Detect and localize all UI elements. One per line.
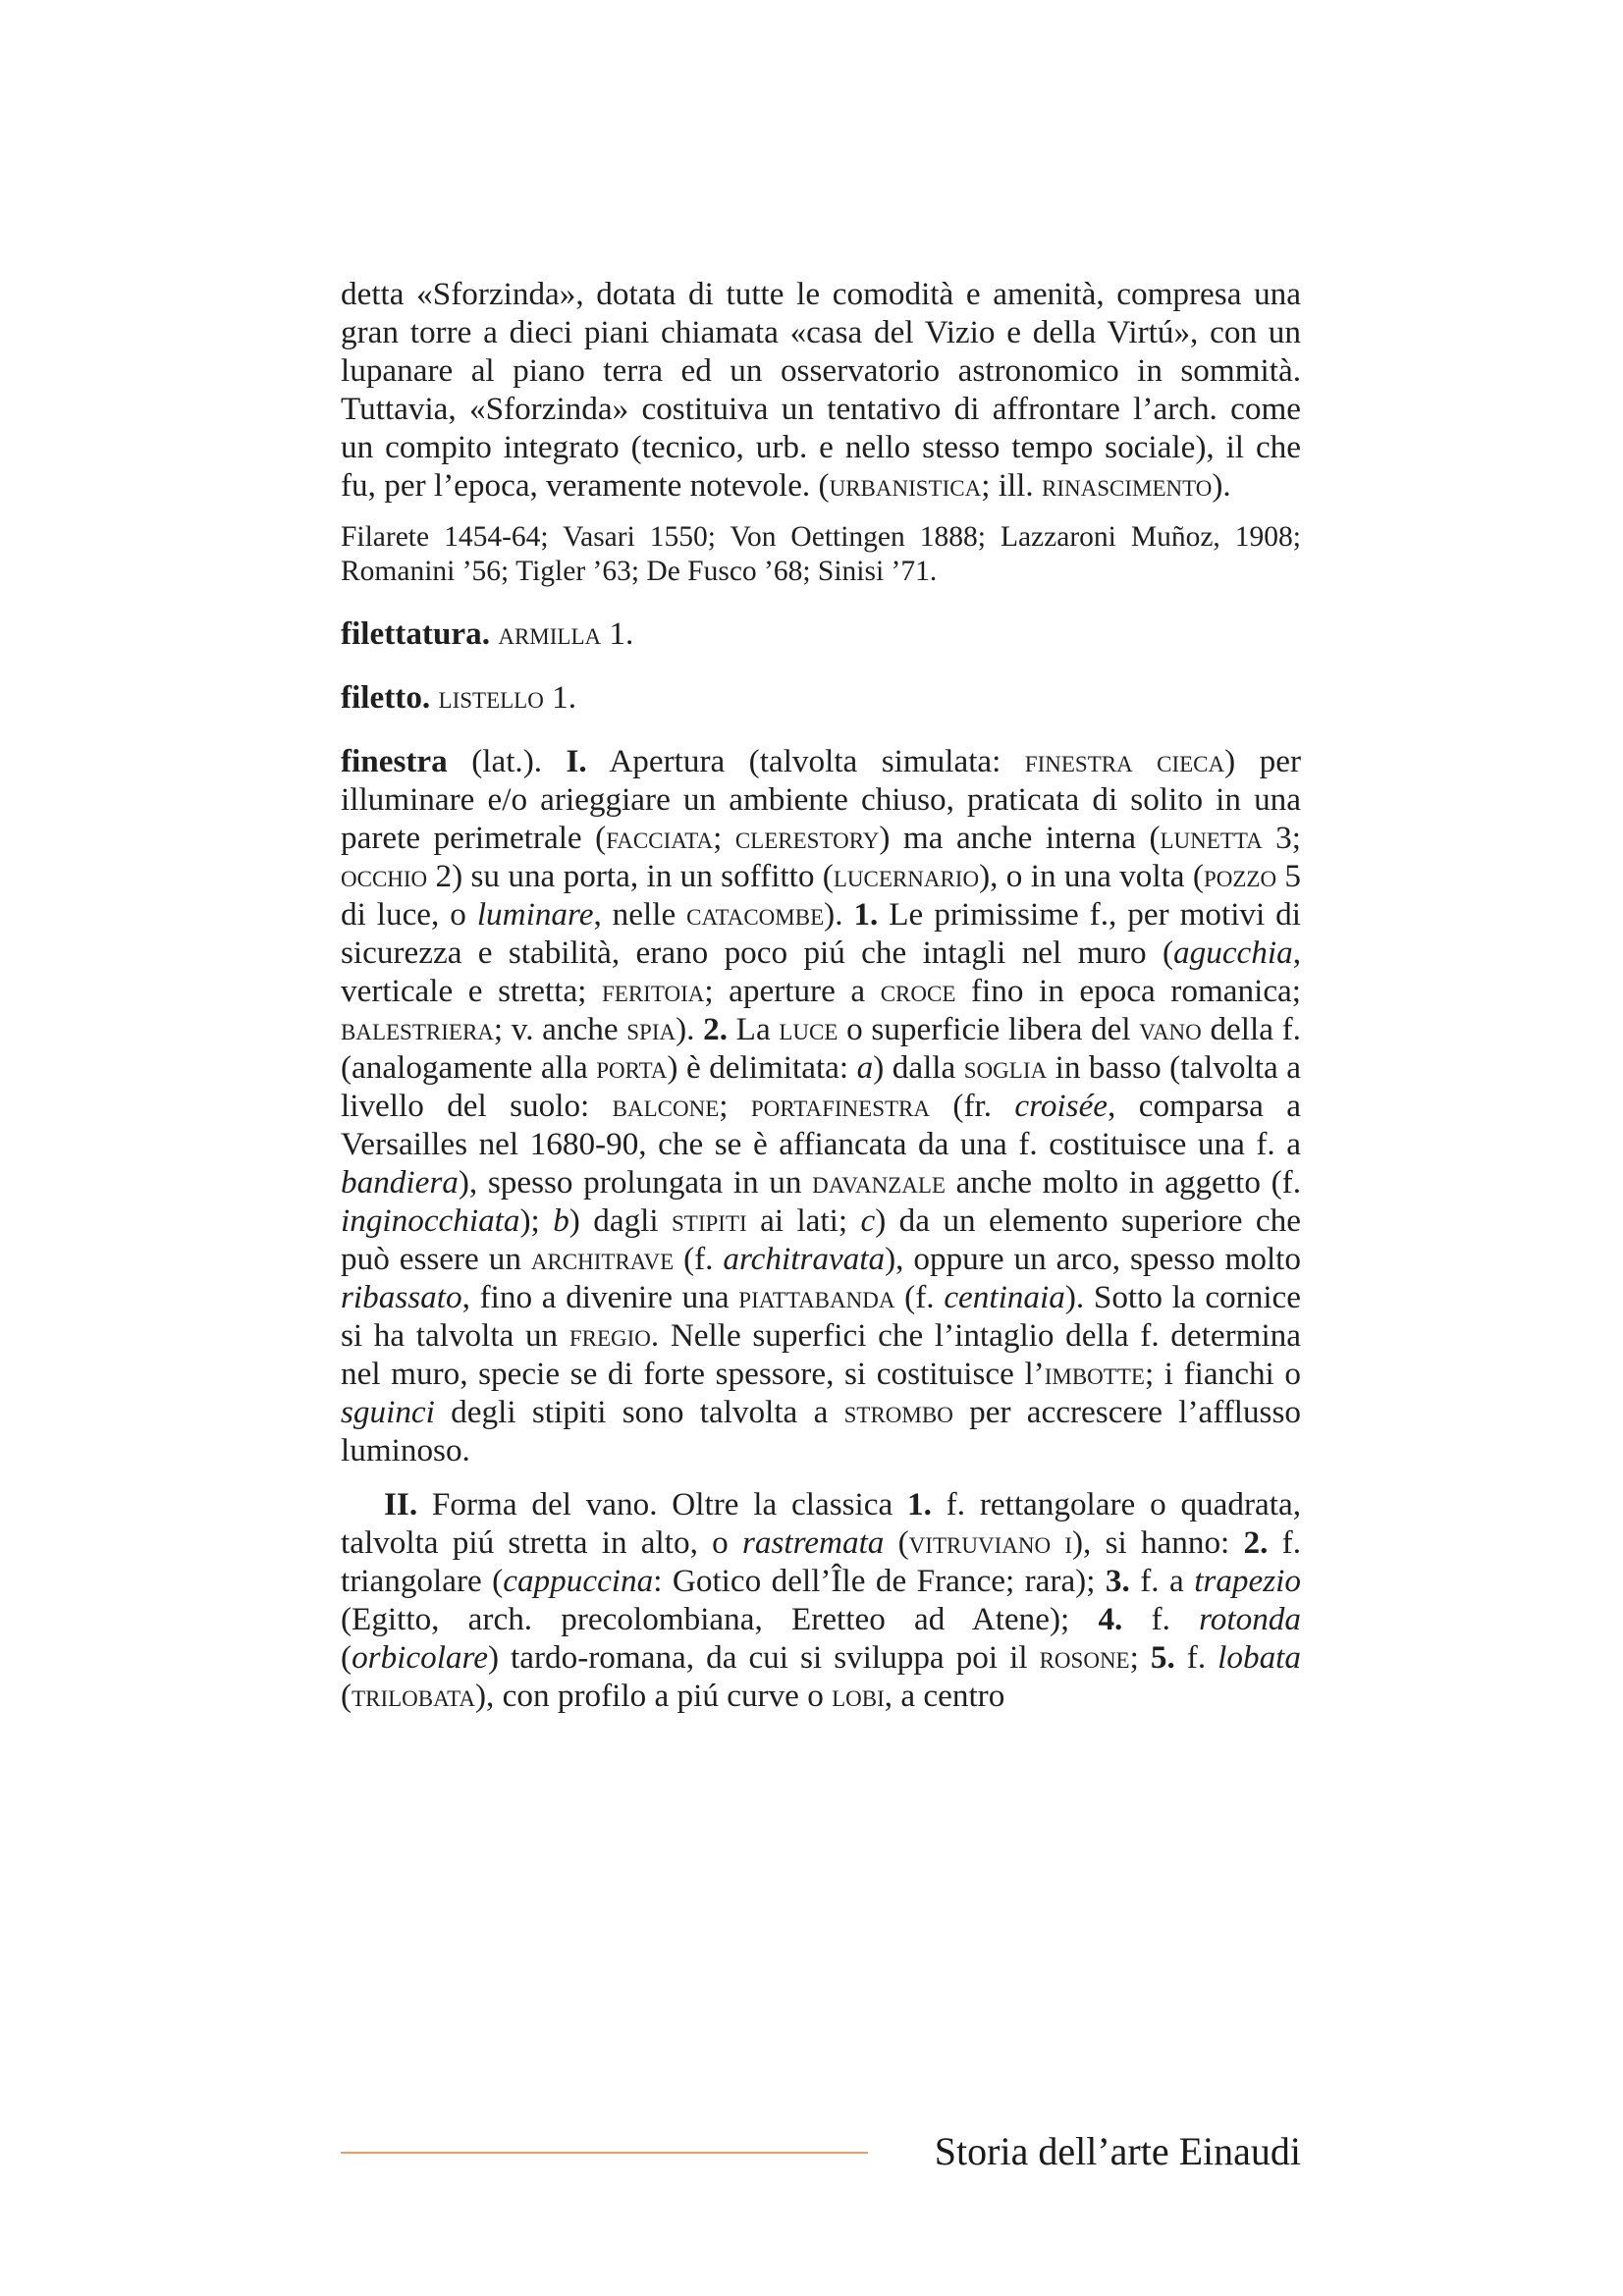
text-span: ( bbox=[341, 1639, 352, 1676]
text-span: , a centro bbox=[884, 1678, 1005, 1714]
cross-ref: luce bbox=[779, 1011, 839, 1047]
cross-ref: vano bbox=[1139, 1011, 1202, 1047]
text-span: detta «Sforzinda», dotata di tutte le comodità e amenità, compresa una gran torre a dieci piani chiamata «casa del Vizio e della Virtú», con un lupanare al piano terra ed un osservatorio astronomico in sommità. Tuttavia, «Sforzinda» costituiva un tentativo di affrontare l’arch. come un compito integrato (tecnico, urb. e nello stesso tempo sociale), il che fu, per l’epoca, veramente notevole. ( bbox=[341, 276, 1301, 504]
paragraph-sforzinda bbox=[341, 275, 1301, 505]
text-span: o superficie libera del bbox=[838, 1011, 1140, 1047]
cross-ref: lunetta bbox=[1160, 820, 1263, 856]
text-span: ), o in una volta ( bbox=[979, 858, 1204, 894]
text-span: ). bbox=[676, 1011, 704, 1047]
italic-term: rastremata bbox=[741, 1524, 885, 1561]
subsection-number: 2. bbox=[703, 1011, 729, 1047]
text-span: ) tardo-romana, da cui si sviluppa poi il bbox=[487, 1639, 1040, 1676]
entry-finestra bbox=[341, 742, 1301, 1469]
footer-title: Storia dell’arte Einaudi bbox=[934, 2129, 1301, 2173]
cross-ref: occhio bbox=[341, 858, 428, 894]
text-span: in basso (talvolta a livello del suolo: bbox=[341, 1049, 1301, 1124]
headword: filetto. bbox=[341, 679, 431, 716]
text-span: ), oppure un arco, spesso molto bbox=[885, 1241, 1301, 1277]
text-span: ; i fianchi o bbox=[1144, 1356, 1301, 1392]
text-span: ( bbox=[884, 1524, 909, 1561]
cross-ref: architrave bbox=[530, 1241, 675, 1277]
italic-term: bandiera bbox=[341, 1164, 459, 1201]
cross-ref: feritoia bbox=[601, 973, 705, 1009]
text-span: ) ma anche interna ( bbox=[879, 820, 1161, 856]
footer-rule bbox=[341, 2152, 868, 2154]
headword: filettatura. bbox=[341, 615, 491, 652]
text-span: La bbox=[728, 1011, 780, 1047]
cross-ref: lucernario bbox=[833, 858, 980, 894]
text-span: f. rettangolare o quadrata, talvolta piú stretta in alto, o bbox=[341, 1486, 1301, 1561]
cross-ref: croce bbox=[880, 973, 956, 1009]
cross-ref: imbotte bbox=[1044, 1356, 1145, 1392]
text-span: (f. bbox=[674, 1241, 724, 1277]
text-span: 3; bbox=[1262, 820, 1301, 856]
italic-term: rotonda bbox=[1199, 1601, 1301, 1637]
text-span bbox=[1051, 1524, 1064, 1561]
text-span: ), si hanno: bbox=[1071, 1524, 1244, 1561]
text-span: ) per illuminare e/o arieggiare un ambiente chiuso, praticata di solito in una parete perimetrale ( bbox=[341, 743, 1301, 856]
cross-ref: facciata bbox=[606, 820, 714, 856]
italic-term: agucchia bbox=[1173, 934, 1293, 971]
cross-ref: spia bbox=[626, 1011, 676, 1047]
text-span: (Egitto, arch. precolombiana, Eretteo ad Atene); bbox=[341, 1601, 1099, 1637]
text-span: ; v. anche bbox=[493, 1011, 627, 1047]
entry-filettatura bbox=[341, 614, 1301, 653]
text-span: ) da un elemento superiore che può essere un bbox=[341, 1202, 1301, 1277]
subsection-number: 3. bbox=[1105, 1563, 1130, 1599]
headword: finestra bbox=[341, 743, 448, 779]
cross-ref: portafinestra bbox=[750, 1088, 931, 1124]
text-span: ; ill. bbox=[981, 467, 1042, 504]
text-span: anche molto in aggetto (f. bbox=[945, 1164, 1302, 1201]
cross-ref: rinascimento bbox=[1041, 467, 1213, 504]
italic-term: architravata bbox=[723, 1241, 886, 1277]
text-span: ), spesso prolungata in un bbox=[458, 1164, 813, 1201]
cross-ref: soglia bbox=[963, 1049, 1048, 1086]
cross-ref: trilobata bbox=[352, 1678, 475, 1714]
italic-term: trapezio bbox=[1194, 1563, 1301, 1599]
italic-term: c bbox=[860, 1202, 876, 1239]
text-span: ). bbox=[1212, 467, 1231, 504]
cross-ref: catacombe bbox=[686, 896, 825, 933]
cross-ref: porta bbox=[596, 1049, 668, 1086]
text-span: Apertura (talvolta simulata: bbox=[586, 743, 1025, 779]
text-span: , comparsa a Versailles nel 1680-90, che se è affiancata da una f. costituisce una f. a bbox=[341, 1088, 1302, 1162]
text-span: ), con profilo a piú curve o bbox=[475, 1678, 833, 1714]
text-span: Forma del vano. Oltre la classica bbox=[417, 1486, 907, 1522]
text-span: f. bbox=[1174, 1639, 1218, 1676]
text-span: . Nelle superfici che l’intaglio della f. determina nel muro, specie se di forte spessore, si costituisce l’ bbox=[341, 1317, 1301, 1392]
italic-term: cappuccina bbox=[503, 1563, 654, 1599]
etymology: (lat.). bbox=[447, 743, 567, 779]
text-span: f. triangolare ( bbox=[341, 1524, 1302, 1599]
text-span: della f. (analogamente alla bbox=[341, 1011, 1301, 1086]
cross-ref: lobi bbox=[832, 1678, 885, 1714]
text-span: ); bbox=[519, 1202, 554, 1239]
text-span: ; bbox=[713, 820, 735, 856]
subsection-number: 2. bbox=[1243, 1524, 1269, 1561]
text-span: ) dalla bbox=[873, 1049, 964, 1086]
italic-term: luminare bbox=[476, 896, 594, 933]
text-span: f. bbox=[1122, 1601, 1200, 1637]
cross-ref: vitruviano bbox=[908, 1524, 1052, 1561]
italic-term: croisée bbox=[1014, 1088, 1109, 1124]
cross-ref: finestra cieca bbox=[1024, 743, 1225, 779]
text-span: per accrescere l’afflusso luminoso. bbox=[341, 1394, 1301, 1468]
subsection-number: 4. bbox=[1098, 1601, 1123, 1637]
section-number: I. bbox=[566, 743, 587, 779]
text-span: f. a bbox=[1129, 1563, 1195, 1599]
italic-term: ribassato bbox=[341, 1279, 462, 1315]
entry-filetto bbox=[341, 678, 1301, 717]
cross-ref: listello 1. bbox=[438, 679, 577, 716]
subsection-number: 1. bbox=[907, 1486, 932, 1522]
cross-ref: piattabanda bbox=[738, 1279, 895, 1315]
cross-ref: clerestory bbox=[734, 820, 880, 856]
cross-ref: pozzo bbox=[1203, 858, 1277, 894]
text-span: , fino a divenire una bbox=[461, 1279, 739, 1315]
cross-ref: rosone bbox=[1039, 1639, 1130, 1676]
cross-ref: armilla 1. bbox=[498, 615, 634, 652]
cross-ref: balcone bbox=[612, 1088, 720, 1124]
subsection-number: 5. bbox=[1150, 1639, 1175, 1676]
text-span: Le primissime f., per motivi di sicurezza e stabilità, erano poco piú che intagli nel muro ( bbox=[341, 896, 1301, 971]
subsection-number: 1. bbox=[853, 896, 879, 933]
italic-term: lobata bbox=[1217, 1639, 1301, 1676]
text-span: ( bbox=[341, 1678, 352, 1714]
text-span: (f. bbox=[894, 1279, 945, 1315]
cross-ref: urbanistica bbox=[829, 467, 982, 504]
text-span: ai lati; bbox=[746, 1202, 861, 1239]
italic-term: centinaia bbox=[944, 1279, 1065, 1315]
cross-ref: davanzale bbox=[812, 1164, 946, 1201]
italic-term: orbicolare bbox=[352, 1639, 488, 1676]
text-span: ) dagli bbox=[568, 1202, 673, 1239]
bibliography: Filarete 1454-64; Vasari 1550; Von Oettingen 1888; Lazzaroni Muñoz, 1908; Romanini ’56; Tigler ’63; De Fusco ’68; Sinisi ’71. bbox=[341, 521, 1301, 587]
italic-term: b bbox=[553, 1202, 569, 1239]
text-span: ; bbox=[1129, 1639, 1151, 1676]
text-span: (fr. bbox=[930, 1088, 1015, 1124]
entry-finestra-section-ii bbox=[341, 1485, 1301, 1715]
cross-ref: strombo bbox=[843, 1394, 953, 1430]
cross-ref: balestriera bbox=[341, 1011, 494, 1047]
cross-ref: i bbox=[1064, 1524, 1072, 1561]
text-span: ). Sotto la cornice si ha talvolta un bbox=[341, 1279, 1301, 1354]
section-number: II. bbox=[384, 1486, 418, 1522]
text-span: 5 di luce, o bbox=[341, 858, 1302, 933]
italic-term: a bbox=[856, 1049, 874, 1086]
text-span: ) è delimitata: bbox=[667, 1049, 857, 1086]
text-span: fino in epoca romanica; bbox=[955, 973, 1301, 1009]
text-span: , nelle bbox=[593, 896, 687, 933]
text-span: ; aperture a bbox=[704, 973, 881, 1009]
text-span: 2) su una porta, in un soffitto ( bbox=[427, 858, 834, 894]
cross-ref: fregio bbox=[568, 1317, 651, 1354]
text-span: degli stipiti sono talvolta a bbox=[434, 1394, 844, 1430]
italic-term: sguinci bbox=[341, 1394, 435, 1430]
text-span: ). bbox=[824, 896, 854, 933]
text-span: ; bbox=[719, 1088, 751, 1124]
cross-ref: stipiti bbox=[672, 1202, 747, 1239]
text-span: : Gotico dell’Île de France; rara); bbox=[653, 1563, 1106, 1599]
text-column bbox=[341, 275, 1301, 1715]
italic-term: inginocchiata bbox=[341, 1202, 520, 1239]
text-span: , verticale e stretta; bbox=[341, 934, 1301, 1009]
